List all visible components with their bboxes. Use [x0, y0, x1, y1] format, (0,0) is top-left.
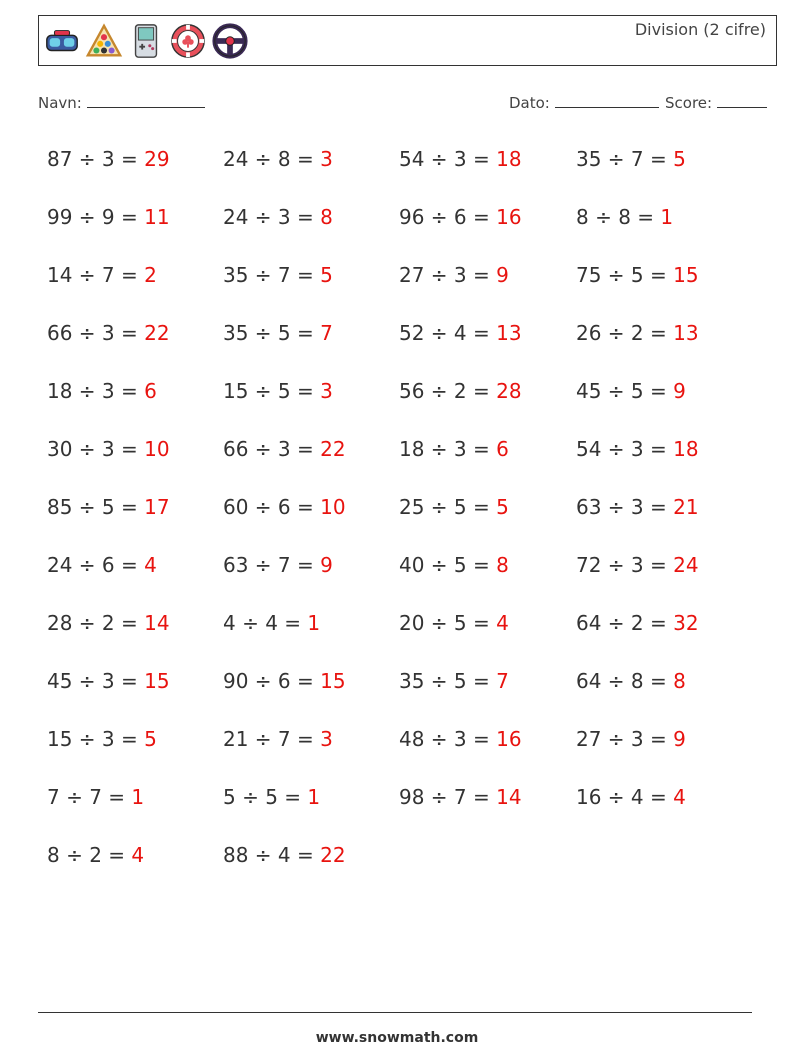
problem-question: 87 ÷ 3 =: [47, 147, 145, 171]
problem-question: 63 ÷ 7 =: [223, 553, 321, 577]
problem-item: [399, 321, 522, 345]
problem-item: [223, 553, 333, 577]
problem-item: [399, 669, 509, 693]
problem-answer: 15: [144, 669, 170, 693]
problem-answer: 6: [144, 379, 157, 403]
problem-item: [223, 437, 346, 461]
problem-item: [399, 495, 509, 519]
problem-question: 35 ÷ 5 =: [399, 669, 497, 693]
problem-answer: 9: [496, 263, 509, 287]
problem-answer: 2: [144, 263, 157, 287]
problem-answer: 15: [673, 263, 699, 287]
problem-item: [47, 205, 170, 229]
date-label: Dato:: [509, 94, 550, 112]
problem-item: [223, 205, 333, 229]
problem-answer: 1: [307, 785, 321, 809]
problem-answer: 16: [496, 727, 522, 751]
problem-question: 99 ÷ 9 =: [47, 205, 145, 229]
problem-answer: 18: [673, 437, 699, 461]
problem-answer: 18: [496, 147, 522, 171]
problem-answer: 7: [320, 321, 333, 345]
problem-item: [223, 147, 333, 171]
problem-question: 30 ÷ 3 =: [47, 437, 145, 461]
problem-item: [47, 495, 170, 519]
problem-item: [576, 553, 699, 577]
problem-answer: 10: [144, 437, 170, 461]
problem-question: 26 ÷ 2 =: [576, 321, 674, 345]
problem-item: [223, 669, 346, 693]
problem-item: [576, 611, 699, 635]
problem-answer: 8: [320, 205, 333, 229]
problem-answer: 14: [144, 611, 170, 635]
problem-question: 4 ÷ 4 =: [223, 611, 308, 635]
problem-answer: 17: [144, 495, 170, 519]
problem-item: [47, 785, 144, 809]
problem-answer: 28: [496, 379, 522, 403]
problem-item: [47, 611, 170, 635]
problem-question: 15 ÷ 3 =: [47, 727, 145, 751]
problem-answer: 16: [496, 205, 522, 229]
problem-item: [47, 379, 157, 403]
problem-question: 7 ÷ 7 =: [47, 785, 132, 809]
problem-question: 72 ÷ 3 =: [576, 553, 674, 577]
problem-answer: 29: [144, 147, 170, 171]
problem-item: [47, 669, 170, 693]
problem-answer: 21: [673, 495, 699, 519]
problem-question: 16 ÷ 4 =: [576, 785, 674, 809]
problem-item: [576, 785, 686, 809]
problem-answer: 1: [660, 205, 674, 229]
problem-item: [399, 785, 522, 809]
problem-item: [223, 611, 320, 635]
problem-answer: 4: [673, 785, 686, 809]
page-title: Division (2 cifre): [634, 20, 766, 39]
problem-item: [576, 205, 673, 229]
name-blank: [87, 93, 205, 108]
problem-question: 35 ÷ 7 =: [576, 147, 674, 171]
problem-item: [576, 669, 686, 693]
problem-question: 85 ÷ 5 =: [47, 495, 145, 519]
problem-answer: 22: [144, 321, 170, 345]
problem-answer: 7: [496, 669, 509, 693]
problem-question: 66 ÷ 3 =: [47, 321, 145, 345]
problem-question: 28 ÷ 2 =: [47, 611, 145, 635]
problem-item: [576, 495, 699, 519]
problem-question: 45 ÷ 5 =: [576, 379, 674, 403]
problem-question: 24 ÷ 6 =: [47, 553, 145, 577]
problem-item: [576, 727, 686, 751]
problem-question: 45 ÷ 3 =: [47, 669, 145, 693]
problem-question: 5 ÷ 5 =: [223, 785, 308, 809]
problem-item: [576, 379, 686, 403]
problem-answer: 3: [320, 379, 333, 403]
problem-item: [399, 205, 522, 229]
problem-answer: 5: [496, 495, 509, 519]
problem-question: 27 ÷ 3 =: [399, 263, 497, 287]
problem-answer: 5: [144, 727, 157, 751]
problem-question: 8 ÷ 8 =: [576, 205, 661, 229]
problem-question: 75 ÷ 5 =: [576, 263, 674, 287]
problem-item: [47, 727, 157, 751]
problem-question: 8 ÷ 2 =: [47, 843, 132, 867]
problem-answer: 22: [320, 843, 346, 867]
problem-answer: 1: [307, 611, 321, 635]
problem-question: 56 ÷ 2 =: [399, 379, 497, 403]
problem-answer: 6: [496, 437, 509, 461]
problem-question: 25 ÷ 5 =: [399, 495, 497, 519]
problem-answer: 13: [496, 321, 522, 345]
problem-question: 54 ÷ 3 =: [576, 437, 674, 461]
problem-answer: 22: [320, 437, 346, 461]
problem-item: [47, 147, 170, 171]
problem-question: 48 ÷ 3 =: [399, 727, 497, 751]
problem-answer: 32: [673, 611, 699, 635]
problem-item: [223, 727, 333, 751]
problem-answer: 9: [673, 379, 686, 403]
problem-item: [576, 147, 686, 171]
footer-divider: [38, 1012, 752, 1013]
problem-question: 60 ÷ 6 =: [223, 495, 321, 519]
problem-item: [399, 147, 522, 171]
problem-item: [223, 843, 346, 867]
problem-question: 35 ÷ 5 =: [223, 321, 321, 345]
problem-question: 14 ÷ 7 =: [47, 263, 145, 287]
problem-item: [399, 263, 509, 287]
problem-item: [47, 843, 144, 867]
steering-wheel-icon: [211, 22, 249, 60]
problem-item: [223, 785, 320, 809]
problem-answer: 11: [144, 205, 170, 229]
problem-answer: 5: [673, 147, 686, 171]
problem-item: [223, 321, 333, 345]
problem-item: [223, 379, 333, 403]
problem-answer: 13: [673, 321, 699, 345]
problem-answer: 8: [673, 669, 686, 693]
problem-answer: 3: [320, 727, 333, 751]
problem-item: [399, 379, 522, 403]
problem-question: 63 ÷ 3 =: [576, 495, 674, 519]
problem-item: [576, 437, 699, 461]
gameboy-icon: [127, 22, 165, 60]
problem-question: 64 ÷ 2 =: [576, 611, 674, 635]
problem-question: 40 ÷ 5 =: [399, 553, 497, 577]
problem-question: 20 ÷ 5 =: [399, 611, 497, 635]
score-label: Score:: [665, 94, 713, 112]
poker-chip-icon: [169, 22, 207, 60]
problem-answer: 8: [496, 553, 509, 577]
problem-question: 27 ÷ 3 =: [576, 727, 674, 751]
name-field: [38, 93, 205, 112]
problem-question: 24 ÷ 8 =: [223, 147, 321, 171]
problem-question: 96 ÷ 6 =: [399, 205, 497, 229]
problem-answer: 3: [320, 147, 333, 171]
icon-row: [43, 22, 249, 60]
problem-answer: 24: [673, 553, 699, 577]
name-label: Navn:: [38, 94, 82, 112]
problem-question: 88 ÷ 4 =: [223, 843, 321, 867]
problem-item: [576, 321, 699, 345]
problem-answer: 4: [144, 553, 157, 577]
problem-question: 21 ÷ 7 =: [223, 727, 321, 751]
problem-question: 52 ÷ 4 =: [399, 321, 497, 345]
vr-headset-icon: [43, 22, 81, 60]
problem-answer: 15: [320, 669, 346, 693]
date-field: [509, 93, 659, 112]
problem-question: 24 ÷ 3 =: [223, 205, 321, 229]
header-box: [38, 15, 777, 66]
problem-question: 18 ÷ 3 =: [399, 437, 497, 461]
problem-question: 18 ÷ 3 =: [47, 379, 145, 403]
score-blank: [717, 93, 767, 108]
problem-question: 64 ÷ 8 =: [576, 669, 674, 693]
problem-question: 35 ÷ 7 =: [223, 263, 321, 287]
problem-answer: 9: [673, 727, 686, 751]
problem-question: 98 ÷ 7 =: [399, 785, 497, 809]
problem-answer: 14: [496, 785, 522, 809]
problem-item: [576, 263, 699, 287]
problem-item: [47, 263, 157, 287]
problem-item: [223, 263, 333, 287]
problem-item: [399, 553, 509, 577]
problem-question: 66 ÷ 3 =: [223, 437, 321, 461]
problem-answer: 4: [496, 611, 509, 635]
problem-answer: 10: [320, 495, 346, 519]
problem-answer: 5: [320, 263, 333, 287]
problem-item: [399, 727, 522, 751]
problem-answer: 1: [131, 785, 145, 809]
problem-question: 90 ÷ 6 =: [223, 669, 321, 693]
problem-item: [47, 553, 157, 577]
problem-item: [47, 321, 170, 345]
score-field: [665, 93, 767, 112]
problem-answer: 9: [320, 553, 333, 577]
footer-url: www.snowmath.com: [315, 1030, 479, 1046]
problem-question: 54 ÷ 3 =: [399, 147, 497, 171]
problem-question: 15 ÷ 5 =: [223, 379, 321, 403]
problem-answer: 4: [131, 843, 145, 867]
problem-item: [399, 611, 509, 635]
billiard-rack-icon: [85, 22, 123, 60]
problem-item: [399, 437, 509, 461]
problem-item: [223, 495, 346, 519]
date-blank: [555, 93, 659, 108]
problem-item: [47, 437, 170, 461]
